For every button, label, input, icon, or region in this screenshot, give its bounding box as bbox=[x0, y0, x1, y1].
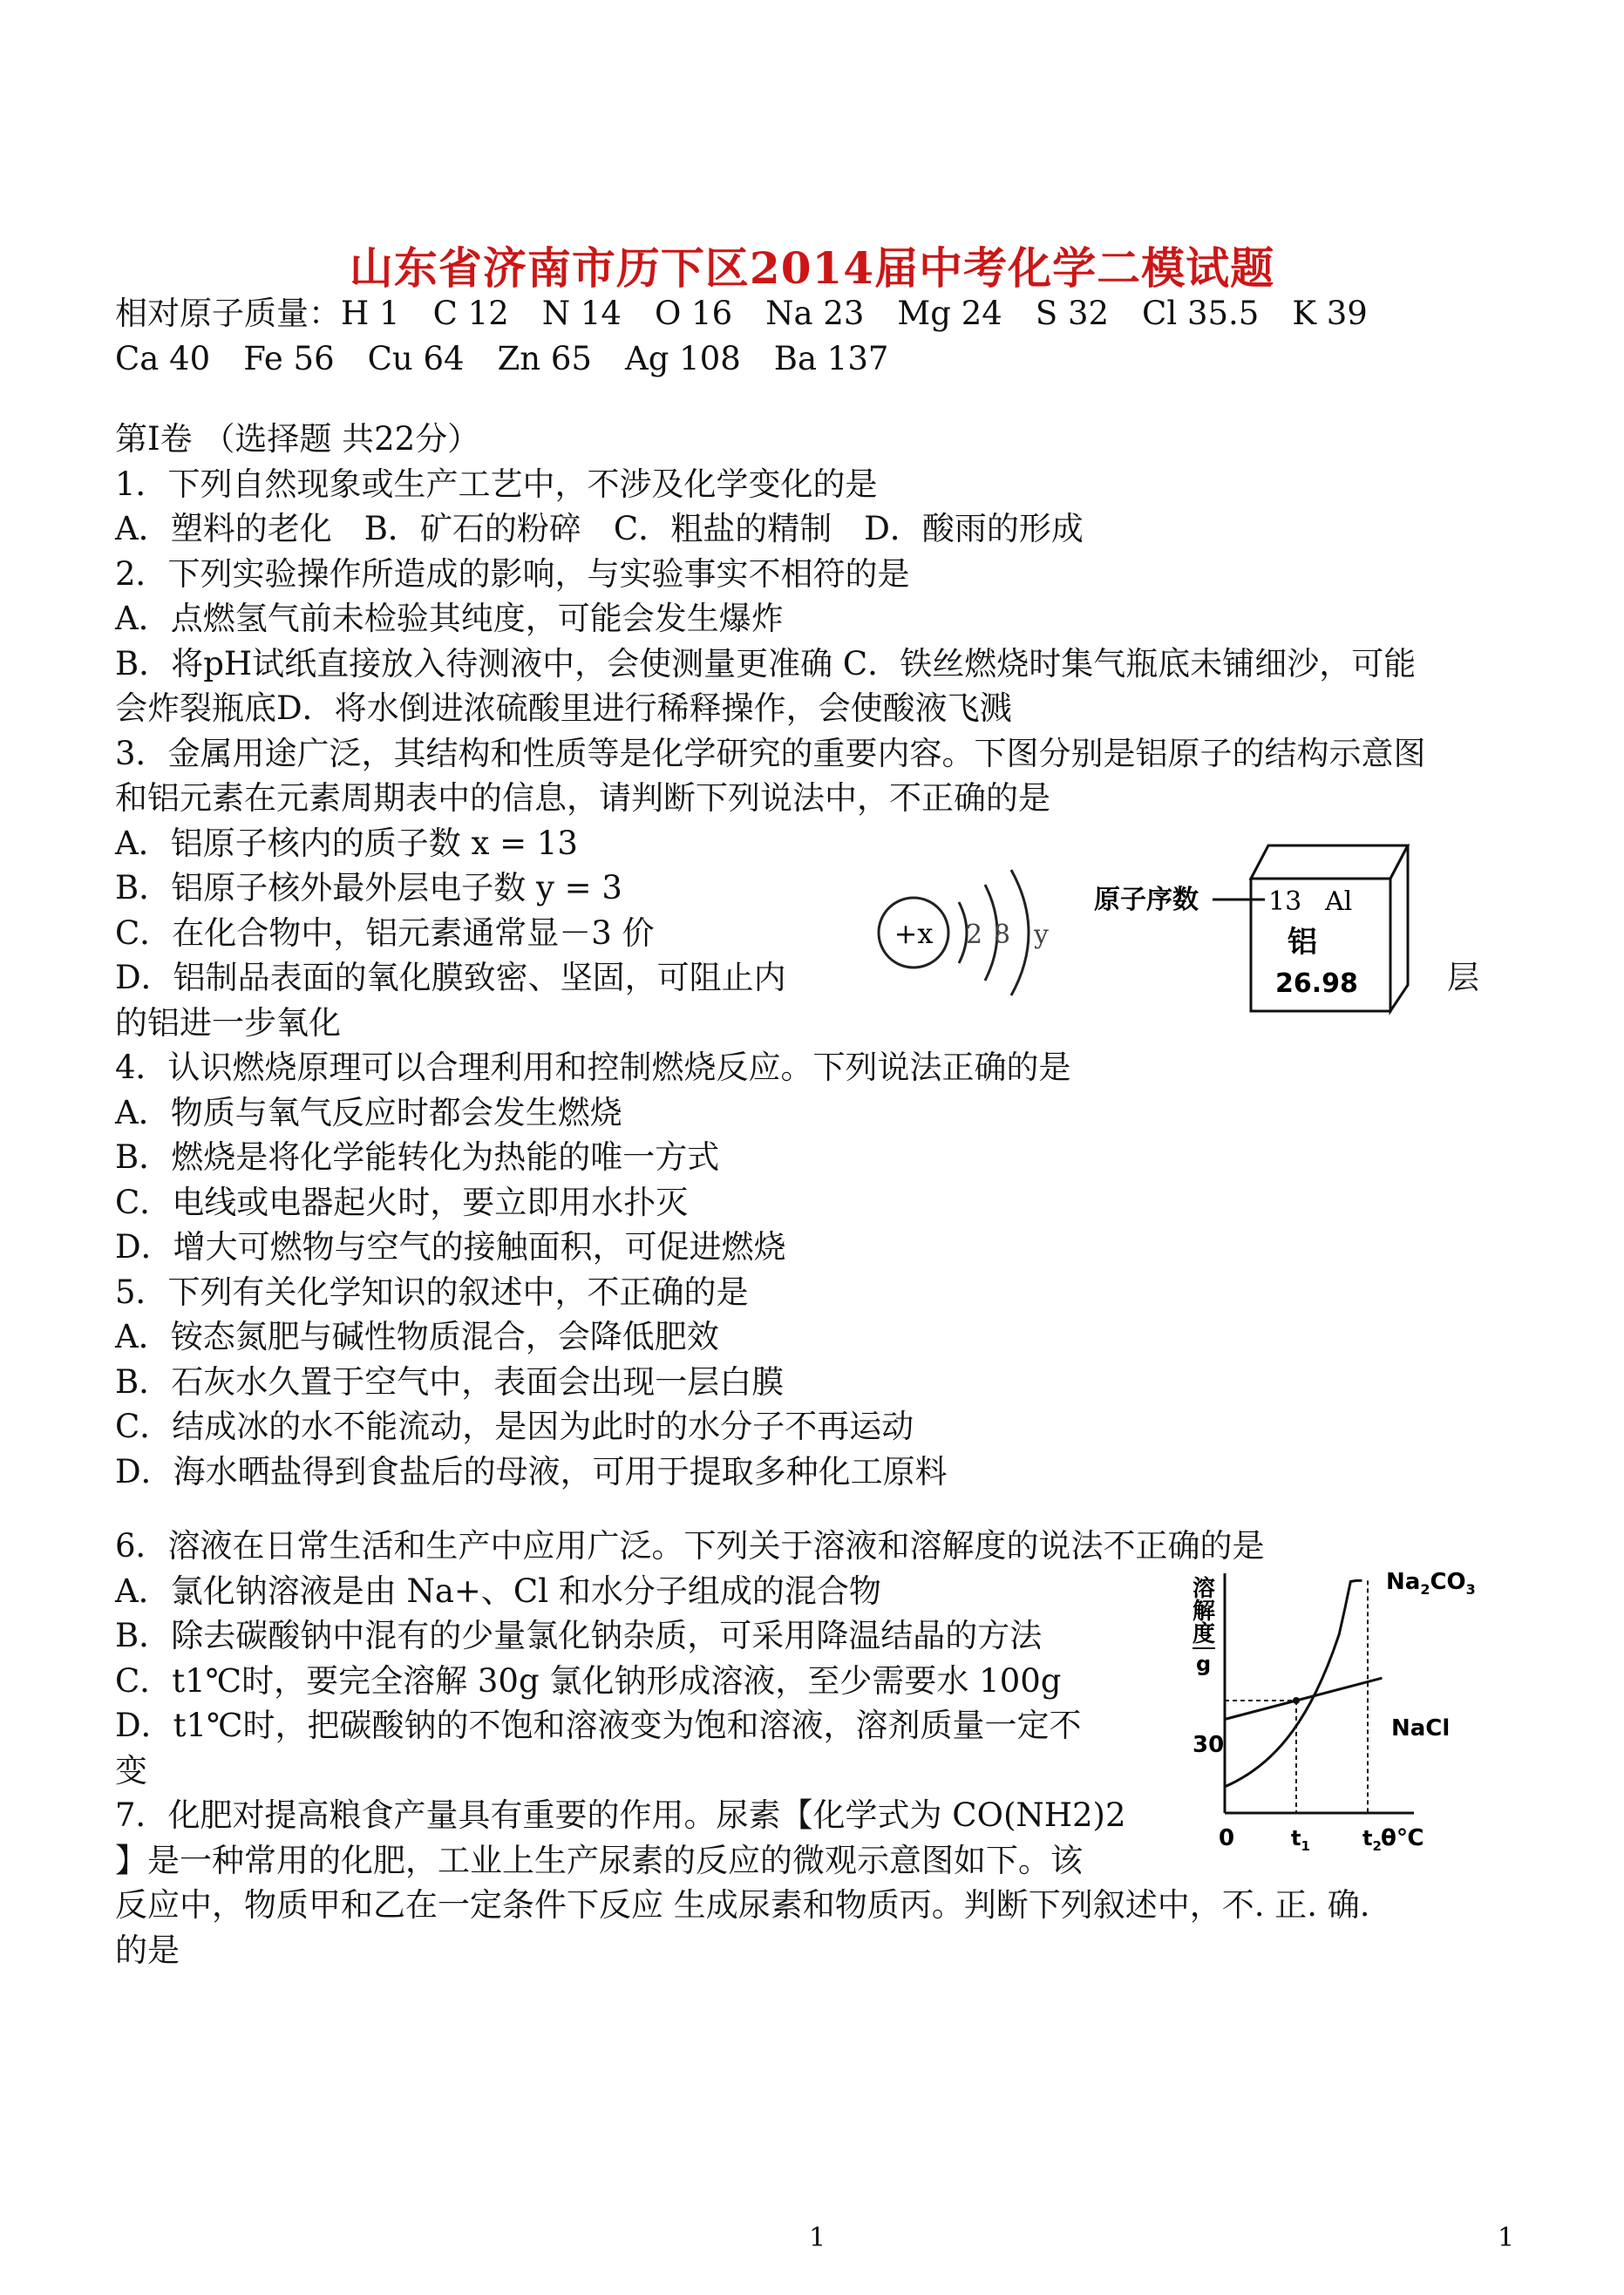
x-tick-t2: $t_2$ bbox=[1362, 1826, 1382, 1854]
atomic-mass-label: 相对原子质量： bbox=[115, 295, 341, 332]
question-5-option-a: A．铵态氮肥与碱性物质混合，会降低肥效 bbox=[115, 1318, 719, 1355]
mass-item: C 12 bbox=[432, 295, 509, 332]
question-5-option-b: B．石灰水久置于空气中，表面会出现一层白膜 bbox=[115, 1363, 785, 1401]
question-1: 1．下列自然现象或生产工艺中，不涉及化学变化的是 bbox=[115, 465, 878, 503]
question-4-option-a: A．物质与氧气反应时都会发生燃烧 bbox=[115, 1094, 622, 1131]
mass-item: Cu 64 bbox=[367, 340, 465, 377]
page-number-center: 1 bbox=[809, 2223, 826, 2253]
nucleus-charge: +x bbox=[894, 917, 934, 950]
x-axis-label: θ℃ bbox=[1381, 1825, 1424, 1851]
solubility-chart bbox=[1186, 1565, 1499, 1857]
series-label-na2co3: $Na_2CO_3$ bbox=[1386, 1569, 1476, 1598]
mass-item: O 16 bbox=[654, 295, 733, 332]
question-5: 5．下列有关化学知识的叙述中，不正确的是 bbox=[115, 1273, 749, 1311]
y-label-char-3: 度 bbox=[1193, 1621, 1216, 1647]
question-6-option-b: B．除去碳酸钠中混有的少量氯化钠杂质，可采用降温结晶的方法 bbox=[115, 1617, 1043, 1654]
atomic-mass-line-2 bbox=[115, 340, 921, 378]
question-7: 7．化肥对提高粮食产量具有重要的作用。尿素【化学式为 CO(NH2)2 bbox=[115, 1796, 1126, 1834]
mass-item: Na 23 bbox=[765, 295, 865, 332]
question-3-option-d-cont: 的铝进一步氧化 bbox=[115, 1004, 341, 1042]
question-1-options: A．塑料的老化 B．矿石的粉碎 C．粗盐的精制 D．酸雨的形成 bbox=[115, 510, 1084, 547]
question-6: 6．溶液在日常生活和生产中应用广泛。下列关于溶液和溶解度的说法不正确的是 bbox=[115, 1527, 1265, 1565]
question-7-cont-1: 】是一种常用的化肥，工业上生产尿素的反应的微观示意图如下。该 bbox=[115, 1842, 1083, 1879]
mass-item: Fe 56 bbox=[243, 340, 335, 377]
question-6-option-c: C．t1℃时，要完全溶解 30g 氯化钠形成溶液，至少需要水 100g bbox=[115, 1662, 1062, 1700]
page-number-right: 1 bbox=[1498, 2223, 1515, 2253]
element-name: 铝 bbox=[1288, 925, 1317, 960]
element-symbol: Al bbox=[1325, 886, 1353, 917]
question-6-option-d-cont: 变 bbox=[115, 1752, 147, 1789]
question-3-option-c: C．在化合物中，铝元素通常显－3 价 bbox=[115, 914, 655, 952]
question-3-cont: 和铝元素在元素周期表中的信息，请判断下列说法中，不正确的是 bbox=[115, 779, 1050, 817]
question-2: 2．下列实验操作所造成的影响，与实验事实不相符的是 bbox=[115, 555, 910, 593]
series-label-nacl: NaCl bbox=[1391, 1715, 1451, 1742]
question-5-option-c: C．结成冰的水不能流动，是因为此时的水分子不再运动 bbox=[115, 1408, 914, 1445]
question-3: 3．金属用途广泛，其结构和性质等是化学研究的重要内容。下图分别是铝原子的结构示意图 bbox=[115, 735, 1426, 772]
shell-electrons-2: 8 bbox=[994, 920, 1011, 950]
question-5-option-d: D．海水晒盐得到食盐后的母液，可用于提取多种化工原料 bbox=[115, 1453, 948, 1490]
question-7-cont-3: 的是 bbox=[115, 1932, 180, 1969]
mass-item: Ca 40 bbox=[115, 340, 211, 377]
mass-item: S 32 bbox=[1035, 295, 1110, 332]
shell-electrons-1: 2 bbox=[966, 920, 983, 950]
atomic-mass-line-1 bbox=[115, 295, 1401, 333]
mass-item: K 39 bbox=[1292, 295, 1368, 332]
question-7-cont-2: 反应中，物质甲和乙在一定条件下反应 生成尿素和物质丙。判断下列叙述中，不. 正. 确. bbox=[115, 1886, 1370, 1924]
question-4-option-b: B．燃烧是将化学能转化为热能的唯一方式 bbox=[115, 1138, 720, 1176]
aluminum-atom-diagram bbox=[872, 863, 1072, 1011]
mass-item: Ag 108 bbox=[624, 340, 741, 377]
question-4-option-d: D．增大可燃物与空气的接触面积，可促进燃烧 bbox=[115, 1228, 786, 1266]
y-label-char-1: 溶 bbox=[1193, 1576, 1216, 1602]
y-tick-30: 30 bbox=[1193, 1732, 1225, 1758]
question-4-option-c: C．电线或电器起火时，要立即用水扑灭 bbox=[115, 1184, 689, 1221]
shell-electrons-3: y bbox=[1034, 920, 1049, 950]
question-3-option-d: D．铝制品表面的氧化膜致密、坚固，可阻止内 bbox=[115, 959, 786, 996]
question-3-option-b: B．铝原子核外最外层电子数 y = 3 bbox=[115, 869, 622, 906]
card-top-face bbox=[1251, 845, 1408, 879]
mass-item: Cl 35.5 bbox=[1142, 295, 1260, 332]
x-tick-t1: $t_1$ bbox=[1291, 1826, 1310, 1854]
shell-arc-3 bbox=[1011, 870, 1029, 995]
question-6-option-a: A．氯化钠溶液是由 Na+、Cl 和水分子组成的混合物 bbox=[115, 1572, 881, 1610]
mass-item: Zn 65 bbox=[497, 340, 592, 377]
intersection-point bbox=[1293, 1697, 1300, 1704]
y-label-unit: g bbox=[1196, 1652, 1212, 1676]
mass-item: Mg 24 bbox=[897, 295, 1002, 332]
mass-item: H 1 bbox=[341, 295, 400, 332]
mass-item: Ba 137 bbox=[773, 340, 889, 377]
section-heading: 第Ⅰ卷 （选择题 共22分） bbox=[115, 420, 480, 458]
question-2-option-b: B．将pH试纸直接放入待测液中，会使测量更准确 C．铁丝燃烧时集气瓶底未铺细沙，可能 bbox=[115, 645, 1417, 682]
atomic-number: 13 bbox=[1268, 886, 1302, 917]
atomic-number-pointer-label: 原子序数 bbox=[1094, 885, 1199, 915]
question-3-option-a: A．铝原子核内的质子数 x = 13 bbox=[115, 825, 578, 862]
x-origin-label: 0 bbox=[1219, 1825, 1235, 1851]
mass-item: N 14 bbox=[541, 295, 622, 332]
question-4: 4．认识燃烧原理可以合理利用和控制燃烧反应。下列说法正确的是 bbox=[115, 1049, 1071, 1086]
question-2-option-a: A．点燃氢气前未检验其纯度，可能会发生爆炸 bbox=[115, 600, 784, 637]
atomic-mass: 26.98 bbox=[1275, 968, 1358, 999]
page-title: 山东省济南市历下区2014届中考化学二模试题 bbox=[349, 242, 1275, 294]
question-2-option-cd: 会炸裂瓶底D．将水倒进浓硫酸里进行稀释操作，会使酸液飞溅 bbox=[115, 689, 1012, 727]
aluminum-element-card bbox=[1094, 837, 1425, 1029]
question-3-option-d-tail: 层 bbox=[1447, 959, 1479, 996]
y-label-char-2: 解 bbox=[1193, 1599, 1216, 1625]
series-line-na2co3 bbox=[1225, 1580, 1362, 1786]
question-6-option-d: D．t1℃时，把碳酸钠的不饱和溶液变为饱和溶液，溶剂质量一定不 bbox=[115, 1707, 1082, 1744]
